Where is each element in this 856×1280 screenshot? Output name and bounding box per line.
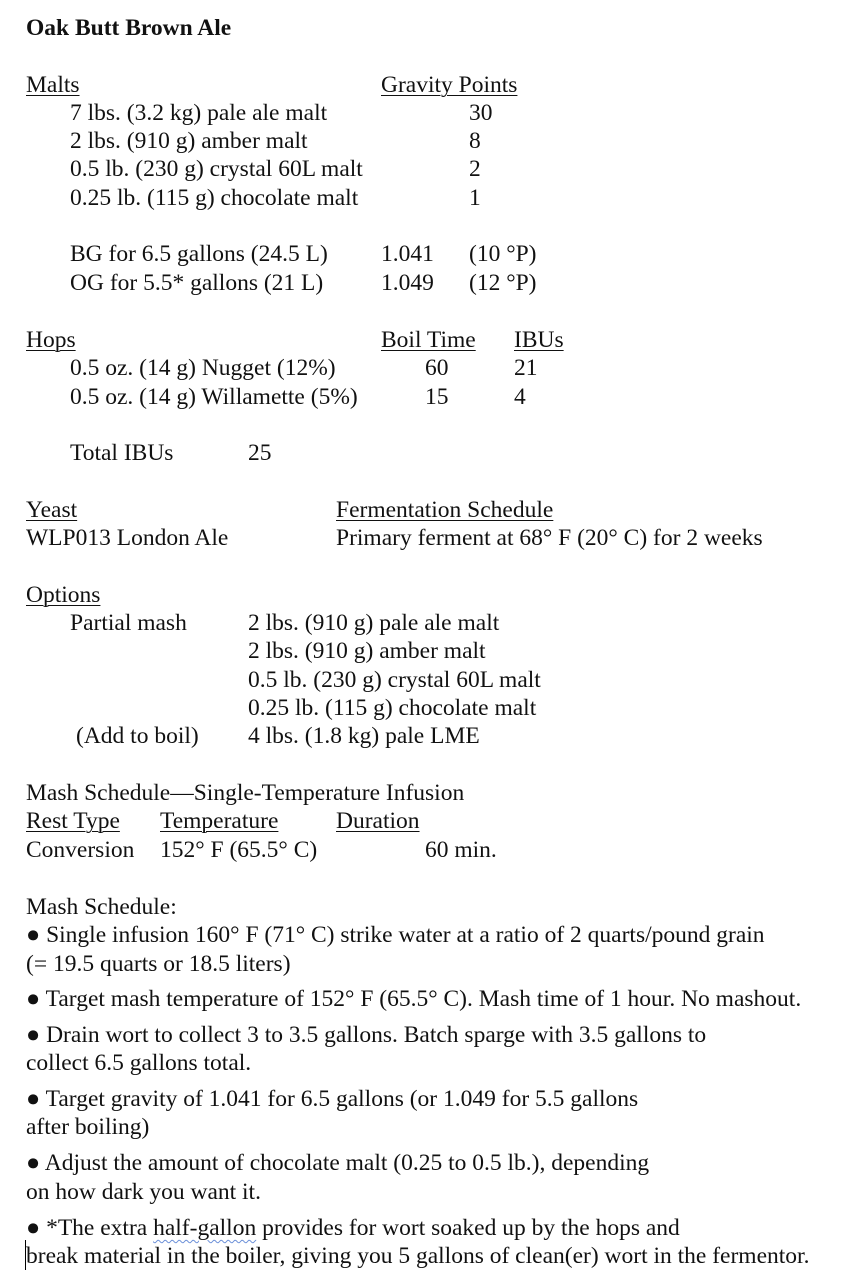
og-label: OG for 5.5* gallons (21 L) — [70, 270, 324, 296]
og-plato: (12 °P) — [469, 270, 537, 296]
hop-ibu: 4 — [514, 384, 526, 410]
bullet-continuation: break material in the boiler, giving you 5 gallons of clean(er) wort in the fermentor. — [26, 1243, 810, 1269]
malt-points: 1 — [469, 185, 481, 211]
malts-header: Malts — [26, 72, 80, 98]
bullet-continuation: after boiling) — [26, 1114, 150, 1140]
fermentation-header: Fermentation Schedule — [336, 497, 554, 523]
options-header: Options — [26, 582, 101, 608]
bg-label: BG for 6.5 gallons (24.5 L) — [70, 241, 328, 267]
bg-plato: (10 °P) — [469, 241, 537, 267]
recipe-title: Oak Butt Brown Ale — [26, 15, 232, 41]
malt-points: 2 — [469, 156, 481, 182]
hop-item: 0.5 oz. (14 g) Willamette (5%) — [70, 384, 358, 410]
boil-time-header: Boil Time — [381, 327, 476, 353]
bullet-item — [26, 1021, 706, 1049]
malt-points: 30 — [469, 100, 493, 126]
hop-item: 0.5 oz. (14 g) Nugget (12%) — [70, 355, 336, 381]
option-item: 0.25 lb. (115 g) chocolate malt — [248, 695, 537, 721]
mash-table-title: Mash Schedule—Single-Temperature Infusion — [26, 780, 465, 806]
malt-item: 2 lbs. (910 g) amber malt — [70, 128, 308, 154]
bullet-item — [26, 1149, 649, 1177]
bg-value: 1.041 — [381, 241, 434, 267]
yeast-header: Yeast — [26, 497, 78, 523]
bullet-item — [26, 921, 765, 949]
add-to-boil-label: (Add to boil) — [76, 723, 199, 749]
duration-header: Duration — [336, 808, 420, 834]
bullet-text: Target mash temperature of 152° F (65.5° C). Mash time of 1 hour. No mashout. — [45, 986, 802, 1012]
bullet-text: Target gravity of 1.041 for 6.5 gallons (or 1.049 for 5.5 gallons — [45, 1086, 639, 1112]
bullet-text: Adjust the amount of chocolate malt (0.25 to 0.5 lb.), depending — [44, 1150, 650, 1176]
hops-header: Hops — [26, 327, 76, 353]
bullet-icon: ● — [26, 1022, 41, 1048]
malt-points: 8 — [469, 128, 481, 154]
bullet-text: Drain wort to collect 3 to 3.5 gallons. Batch sparge with 3.5 gallons to — [46, 1022, 707, 1048]
malt-item: 7 lbs. (3.2 kg) pale ale malt — [70, 100, 328, 126]
partial-mash-label: Partial mash — [70, 610, 187, 636]
bullet-text-post: provides for wort soaked up by the hops and — [256, 1215, 680, 1241]
spellcheck-marked-word[interactable]: half-gallon — [153, 1215, 257, 1241]
bullet-text: Single infusion 160° F (71° C) strike water at a ratio of 2 quarts/pound grain — [46, 922, 765, 948]
bullet-icon: ● — [26, 986, 41, 1012]
duration-value: 60 min. — [425, 837, 497, 863]
bullet-text-pre: *The extra — [46, 1215, 154, 1241]
total-ibus-label: Total IBUs — [70, 440, 174, 466]
text-cursor — [25, 1240, 26, 1270]
hop-boil: 60 — [425, 355, 449, 381]
total-ibus-value: 25 — [248, 440, 272, 466]
hop-boil: 15 — [425, 384, 449, 410]
yeast-value: WLP013 London Ale — [26, 525, 229, 551]
bullet-icon: ● — [26, 1215, 41, 1241]
bullet-continuation: (= 19.5 quarts or 18.5 liters) — [26, 951, 291, 977]
option-item: 0.5 lb. (230 g) crystal 60L malt — [248, 667, 541, 693]
bullet-item — [26, 1085, 638, 1113]
bullet-continuation: on how dark you want it. — [26, 1179, 261, 1205]
gravity-points-header: Gravity Points — [381, 72, 518, 98]
og-value: 1.049 — [381, 270, 434, 296]
fermentation-value: Primary ferment at 68° F (20° C) for 2 weeks — [336, 525, 763, 551]
rest-type-value: Conversion — [26, 837, 135, 863]
hop-ibu: 21 — [514, 355, 538, 381]
temperature-value: 152° F (65.5° C) — [160, 837, 318, 863]
ibus-header: IBUs — [514, 327, 564, 353]
rest-type-header: Rest Type — [26, 808, 120, 834]
malt-item: 0.25 lb. (115 g) chocolate malt — [70, 185, 359, 211]
option-item: 4 lbs. (1.8 kg) pale LME — [248, 723, 480, 749]
malt-item: 0.5 lb. (230 g) crystal 60L malt — [70, 156, 363, 182]
bullet-continuation: collect 6.5 gallons total. — [26, 1050, 252, 1076]
option-item: 2 lbs. (910 g) pale ale malt — [248, 610, 500, 636]
bullet-item — [26, 1214, 680, 1242]
option-item: 2 lbs. (910 g) amber malt — [248, 638, 486, 664]
bullet-item — [26, 985, 801, 1013]
bullet-icon: ● — [26, 1086, 41, 1112]
mash-notes-heading: Mash Schedule: — [26, 894, 177, 920]
temperature-header: Temperature — [160, 808, 279, 834]
bullet-icon: ● — [26, 1150, 41, 1176]
bullet-icon: ● — [26, 922, 41, 948]
